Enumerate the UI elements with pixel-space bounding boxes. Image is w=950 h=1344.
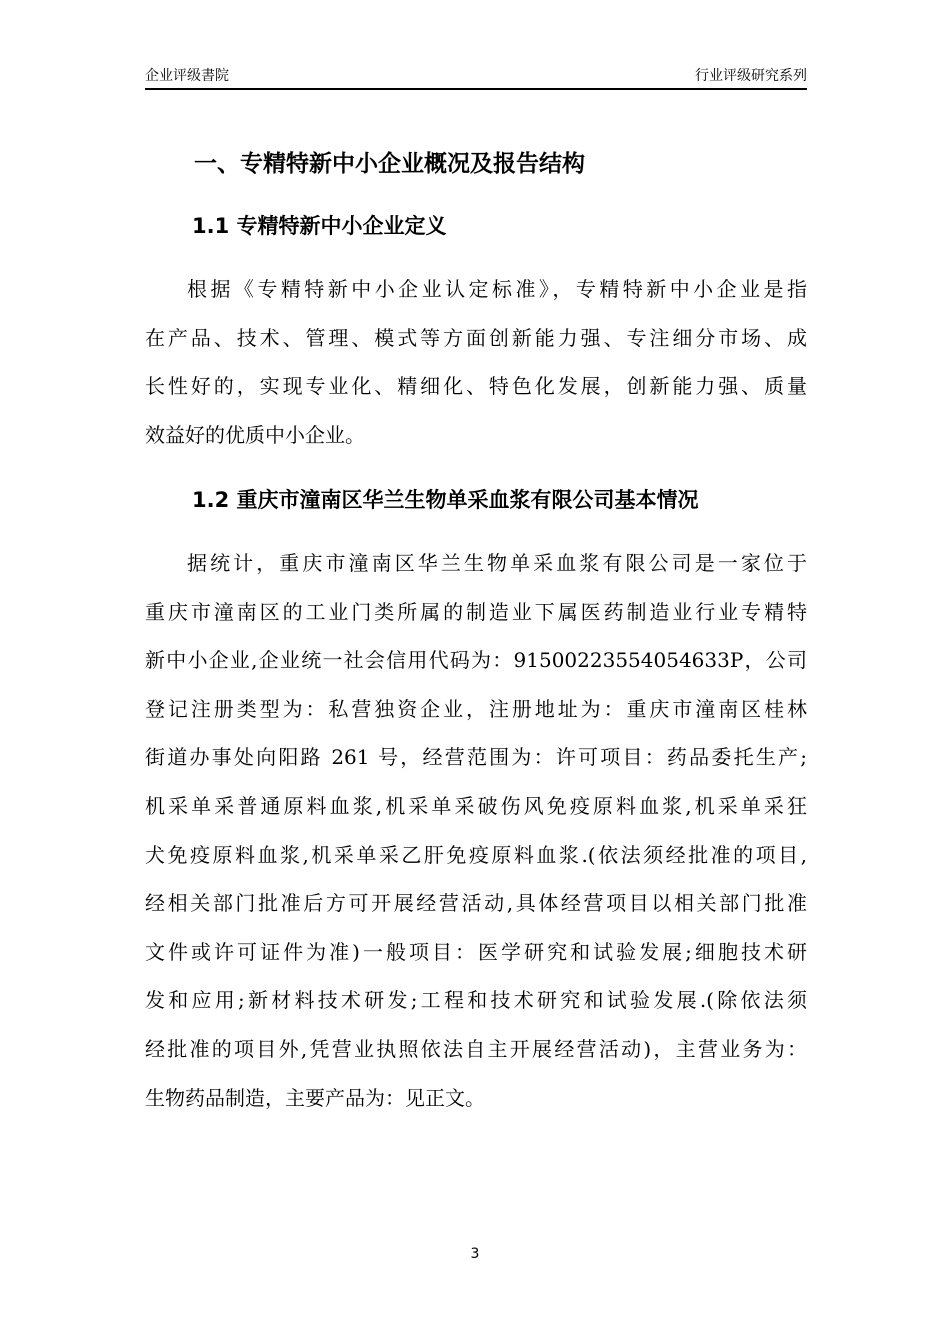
paragraph-line: 效益好的优质中小企业。 — [145, 422, 365, 447]
paragraph-line: 新中小企业,企业统一社会信用代码为：91500223554054633P，公司 — [145, 648, 807, 673]
paragraph-company — [145, 539, 807, 1122]
page-number: 3 — [470, 1246, 480, 1262]
paragraph-line: 据统计，重庆市潼南区华兰生物单采血浆有限公司是一家位于 — [187, 551, 807, 575]
header-right-text: 行业评级研究系列 — [695, 68, 807, 84]
paragraph-line: 生物药品制造，主要产品为：见正文。 — [145, 1085, 485, 1110]
page-header — [145, 66, 807, 90]
header-left-text: 企业评级書院 — [145, 68, 229, 84]
paragraph-line: 登记注册类型为：私营独资企业，注册地址为：重庆市潼南区桂林 — [145, 696, 807, 721]
paragraph-line: 经相关部门批准后方可开展经营活动,具体经营项目以相关部门批准 — [145, 891, 807, 916]
paragraph-line: 根据《专精特新中小企业认定标准》，专精特新中小企业是指 — [187, 277, 807, 301]
section-heading: 一、专精特新中小企业概况及报告结构 — [194, 151, 585, 177]
paragraph-line: 长性好的，实现专业化、精细化、特色化发展，创新能力强、质量 — [145, 374, 807, 399]
paragraph-line: 街道办事处向阳路 261 号，经营范围为：许可项目：药品委托生产; — [145, 745, 807, 770]
paragraph-definition — [145, 265, 807, 459]
paragraph-line: 文件或许可证件为准)一般项目：医学研究和试验发展;细胞技术研 — [145, 939, 807, 964]
paragraph-line: 发和应用;新材料技术研发;工程和技术研究和试验发展.(除依法须 — [145, 988, 807, 1013]
paragraph-line: 机采单采普通原料血浆,机采单采破伤风免疫原料血浆,机采单采狂 — [145, 793, 807, 818]
paragraph-line: 在产品、技术、管理、模式等方面创新能力强、专注细分市场、成 — [145, 325, 807, 350]
paragraph-line: 重庆市潼南区的工业门类所属的制造业下属医药制造业行业专精特 — [145, 599, 807, 624]
paragraph-line: 经批准的项目外,凭营业执照依法自主开展经营活动)，主营业务为： — [145, 1036, 807, 1061]
subsection-heading-company: 1.2 重庆市潼南区华兰生物单采血浆有限公司基本情况 — [192, 488, 699, 512]
paragraph-line: 犬免疫原料血浆,机采单采乙肝免疫原料血浆.(依法须经批准的项目, — [145, 842, 807, 867]
subsection-heading-definition: 1.1 专精特新中小企业定义 — [192, 214, 447, 238]
